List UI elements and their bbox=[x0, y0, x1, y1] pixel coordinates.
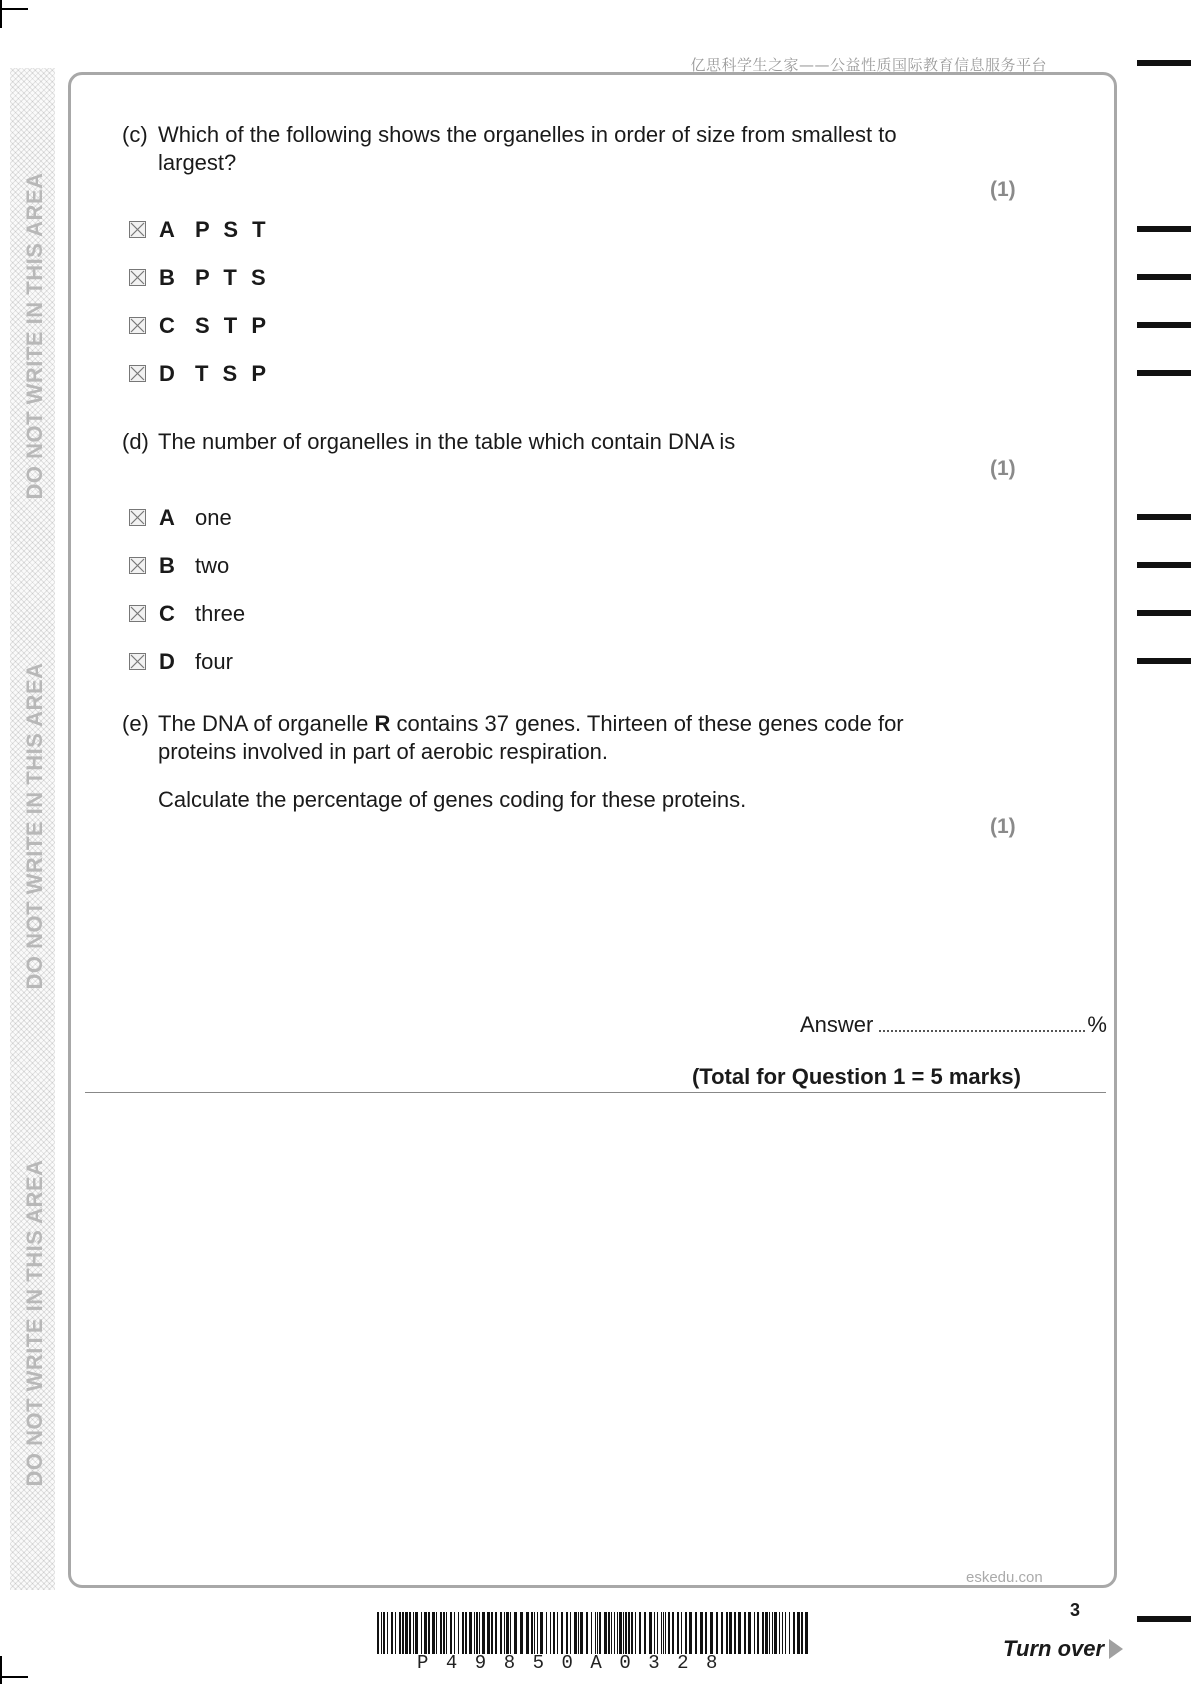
barcode-bar bbox=[793, 1612, 795, 1654]
barcode-bar bbox=[495, 1612, 497, 1654]
option-text: four bbox=[195, 649, 233, 674]
barcode-bar bbox=[782, 1612, 783, 1654]
barcode-bar bbox=[454, 1612, 455, 1654]
barcode-bar bbox=[436, 1612, 437, 1654]
option-text: three bbox=[195, 601, 246, 626]
answer-line bbox=[800, 1012, 1107, 1038]
crop-mark bbox=[0, 1656, 2, 1684]
margin-tick bbox=[1137, 514, 1191, 520]
answer-checkbox[interactable] bbox=[129, 365, 146, 382]
margin-tick bbox=[1137, 60, 1191, 66]
crop-mark bbox=[0, 1676, 28, 1678]
question-text-line: Which of the following shows the organelles in order of size from smallest to bbox=[158, 122, 897, 147]
barcode-bar bbox=[591, 1612, 592, 1654]
option-text: T S P bbox=[195, 361, 271, 386]
barcode-bar bbox=[716, 1612, 718, 1654]
barcode-bar bbox=[387, 1612, 388, 1654]
option-text: P S T bbox=[195, 217, 270, 242]
barcode-bar bbox=[440, 1612, 442, 1654]
barcode-bar bbox=[672, 1612, 674, 1654]
barcode-bar bbox=[586, 1612, 588, 1654]
margin-tick bbox=[1137, 610, 1191, 616]
barcode-bar bbox=[546, 1612, 547, 1654]
barcode-bar bbox=[797, 1612, 800, 1654]
option-letter: B bbox=[159, 553, 175, 578]
barcode-bar bbox=[805, 1612, 808, 1654]
barcode-bar bbox=[399, 1612, 401, 1654]
text-run: The DNA of organelle bbox=[158, 711, 375, 736]
marks-label: (1) bbox=[990, 815, 1016, 838]
question-label: (e) bbox=[122, 711, 149, 736]
barcode-bar bbox=[409, 1612, 411, 1654]
barcode-bar bbox=[421, 1612, 422, 1654]
answer-label: Answer bbox=[800, 1012, 874, 1037]
option-text: S T P bbox=[195, 313, 271, 338]
page-number: 3 bbox=[1070, 1600, 1081, 1620]
arrow-right-icon bbox=[1109, 1639, 1123, 1659]
crop-mark bbox=[0, 0, 2, 28]
barcode-bar bbox=[424, 1612, 427, 1654]
question-text-line: proteins involved in part of aerobic respiration. bbox=[158, 739, 609, 764]
barcode-bar bbox=[619, 1612, 622, 1654]
barcode-bar bbox=[574, 1612, 577, 1654]
barcode-bar bbox=[611, 1612, 612, 1654]
option-letter: A bbox=[159, 217, 175, 242]
barcode-number: P49850A0328 bbox=[417, 1652, 735, 1674]
option-letter: A bbox=[159, 505, 175, 530]
text-run: contains 37 genes. Thirteen of these genes code for bbox=[390, 711, 904, 736]
question-label: (d) bbox=[122, 429, 149, 454]
header-watermark: 亿思科学生之家——公益性质国际教育信息服务平台 bbox=[690, 56, 1047, 74]
barcode-bar bbox=[710, 1612, 713, 1654]
barcode-bar bbox=[462, 1612, 464, 1654]
barcode-bar bbox=[726, 1612, 728, 1654]
turn-over-text: Turn over bbox=[1003, 1636, 1105, 1661]
barcode-bar bbox=[757, 1612, 759, 1654]
barcode-bar bbox=[458, 1612, 459, 1654]
page-frame bbox=[68, 72, 1117, 1588]
barcode-bar bbox=[734, 1612, 736, 1654]
margin-tick bbox=[1137, 562, 1191, 568]
barcode-bar bbox=[681, 1612, 682, 1654]
barcode-bar bbox=[428, 1612, 430, 1654]
organelle-label: R bbox=[374, 711, 391, 736]
barcode-bar bbox=[685, 1612, 687, 1654]
margin-warning-middle: DO NOT WRITE IN THIS AREA bbox=[22, 662, 47, 990]
barcode-bar bbox=[383, 1612, 385, 1654]
question-text-line: The number of organelles in the table which contain DNA is bbox=[158, 429, 736, 454]
barcode-bar bbox=[614, 1612, 615, 1654]
barcode-bar bbox=[469, 1612, 472, 1654]
barcode-bar bbox=[405, 1612, 408, 1654]
question-label: (c) bbox=[122, 122, 148, 147]
barcode-bar bbox=[487, 1612, 490, 1654]
option-text: P T S bbox=[195, 265, 270, 290]
barcode-bar bbox=[526, 1612, 529, 1654]
barcode-bar bbox=[476, 1612, 478, 1654]
barcode-bar bbox=[801, 1612, 803, 1654]
barcode-bar bbox=[550, 1612, 551, 1654]
margin-tick bbox=[1137, 226, 1191, 232]
barcode-bar bbox=[531, 1612, 533, 1654]
barcode-bar bbox=[510, 1612, 511, 1654]
barcode-bar bbox=[635, 1612, 636, 1654]
barcode-bar bbox=[578, 1612, 579, 1654]
margin-tick bbox=[1137, 370, 1191, 376]
question-d bbox=[122, 428, 982, 458]
barcode-bar bbox=[479, 1612, 480, 1654]
barcode-bar bbox=[391, 1612, 393, 1654]
barcode-bar bbox=[557, 1612, 558, 1654]
barcode-bar bbox=[779, 1612, 780, 1654]
barcode-bar bbox=[415, 1612, 418, 1654]
barcode-bar bbox=[661, 1612, 662, 1654]
answer-unit: % bbox=[1087, 1012, 1107, 1037]
margin-warning-bottom: DO NOT WRITE IN THIS AREA bbox=[22, 1159, 47, 1487]
barcode-bar bbox=[789, 1612, 790, 1654]
barcode-bar bbox=[450, 1612, 452, 1654]
barcode-bar bbox=[721, 1612, 723, 1654]
barcode-bar bbox=[604, 1612, 607, 1654]
barcode-bar bbox=[504, 1612, 505, 1654]
barcode-bar bbox=[665, 1612, 666, 1654]
question-c bbox=[122, 121, 982, 181]
option-letter: D bbox=[159, 649, 175, 674]
option-text: two bbox=[195, 553, 230, 578]
barcode-bar bbox=[623, 1612, 624, 1654]
barcode-bar bbox=[631, 1612, 633, 1654]
barcode-bar bbox=[413, 1612, 414, 1654]
barcode-bar bbox=[561, 1612, 563, 1654]
option-letter: D bbox=[159, 361, 175, 386]
barcode-bar bbox=[540, 1612, 543, 1654]
answer-checkbox[interactable] bbox=[129, 221, 146, 238]
barcode-bar bbox=[377, 1612, 379, 1654]
barcode-bar bbox=[446, 1612, 447, 1654]
barcode-bar bbox=[395, 1612, 396, 1654]
barcode-bar bbox=[580, 1612, 583, 1654]
barcode-bar bbox=[738, 1612, 741, 1654]
barcode-bar bbox=[553, 1612, 555, 1654]
barcode-bar bbox=[762, 1612, 764, 1654]
answer-input-line[interactable] bbox=[879, 1014, 1085, 1032]
barcode-bar bbox=[705, 1612, 707, 1654]
crop-mark bbox=[0, 8, 28, 10]
option-letter: C bbox=[159, 313, 175, 338]
margin-tick bbox=[1137, 658, 1191, 664]
barcode-bar bbox=[695, 1612, 697, 1654]
barcode-bar bbox=[774, 1612, 777, 1654]
barcode-bar bbox=[514, 1612, 517, 1654]
barcode-bar bbox=[506, 1612, 509, 1654]
barcode-bar bbox=[663, 1612, 664, 1654]
barcode-bar bbox=[482, 1612, 485, 1654]
barcode-bar bbox=[537, 1612, 538, 1654]
margin-tick bbox=[1137, 274, 1191, 280]
barcode-bar bbox=[748, 1612, 751, 1654]
answer-checkbox[interactable] bbox=[129, 653, 146, 670]
barcode-bar bbox=[566, 1612, 568, 1654]
barcode-bar bbox=[520, 1612, 523, 1654]
barcode-bar bbox=[534, 1612, 535, 1654]
barcode-bar bbox=[625, 1612, 627, 1654]
barcode-bar bbox=[765, 1612, 768, 1654]
barcode-bar bbox=[700, 1612, 703, 1654]
barcode-bar bbox=[599, 1612, 601, 1654]
barcode-bar bbox=[649, 1612, 652, 1654]
footer-watermark: eskedu.con bbox=[966, 1569, 1043, 1586]
barcode-bar bbox=[595, 1612, 596, 1654]
barcode-bar bbox=[628, 1612, 630, 1654]
answer-checkbox[interactable] bbox=[129, 509, 146, 526]
answer-checkbox[interactable] bbox=[129, 605, 146, 622]
barcode-bar bbox=[432, 1612, 435, 1654]
barcode-bar bbox=[639, 1612, 641, 1654]
marks-label: (1) bbox=[990, 457, 1016, 480]
question-text-line: largest? bbox=[158, 150, 237, 175]
barcode-bar bbox=[668, 1612, 670, 1654]
barcode-bar bbox=[677, 1612, 679, 1654]
option-text: one bbox=[195, 505, 232, 530]
barcode-bar bbox=[744, 1612, 746, 1654]
barcode-bar bbox=[657, 1612, 658, 1654]
barcode-bar bbox=[769, 1612, 770, 1654]
barcode bbox=[377, 1612, 810, 1654]
barcode-bar bbox=[617, 1612, 618, 1654]
option-letter: B bbox=[159, 265, 175, 290]
barcode-bar bbox=[785, 1612, 786, 1654]
margin-warning-top: DO NOT WRITE IN THIS AREA bbox=[22, 172, 47, 500]
barcode-bar bbox=[729, 1612, 732, 1654]
question-text-line: Calculate the percentage of genes coding for these proteins. bbox=[158, 787, 747, 812]
barcode-bar bbox=[772, 1612, 773, 1654]
barcode-bar bbox=[474, 1612, 475, 1654]
answer-checkbox[interactable] bbox=[129, 269, 146, 286]
barcode-bar bbox=[465, 1612, 467, 1654]
answer-checkbox[interactable] bbox=[129, 557, 146, 574]
barcode-bar bbox=[754, 1612, 755, 1654]
barcode-bar bbox=[402, 1612, 404, 1654]
barcode-bar bbox=[689, 1612, 692, 1654]
answer-checkbox[interactable] bbox=[129, 317, 146, 334]
marks-label: (1) bbox=[990, 178, 1016, 201]
barcode-bar bbox=[654, 1612, 655, 1654]
barcode-bar bbox=[381, 1612, 382, 1654]
barcode-bar bbox=[443, 1612, 445, 1654]
question-text-line bbox=[158, 710, 904, 738]
margin-tick bbox=[1137, 1616, 1191, 1622]
barcode-bar bbox=[597, 1612, 598, 1654]
margin-tick bbox=[1137, 322, 1191, 328]
barcode-bar bbox=[608, 1612, 610, 1654]
barcode-bar bbox=[500, 1612, 502, 1654]
option-letter: C bbox=[159, 601, 175, 626]
barcode-bar bbox=[644, 1612, 646, 1654]
question-e bbox=[122, 710, 982, 820]
barcode-bar bbox=[491, 1612, 493, 1654]
question-total: (Total for Question 1 = 5 marks) bbox=[691, 1064, 1021, 1089]
barcode-bar bbox=[570, 1612, 571, 1654]
divider bbox=[85, 1092, 1106, 1093]
